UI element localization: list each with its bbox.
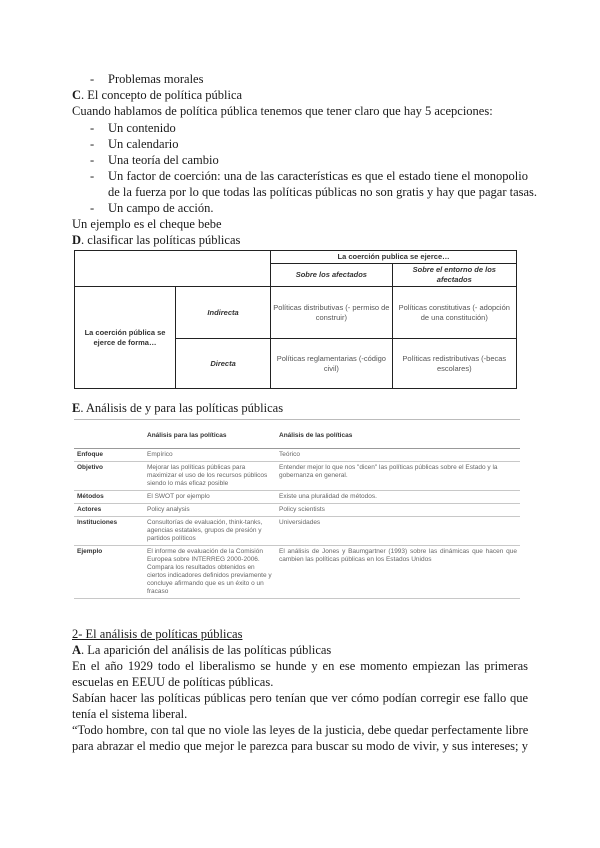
column-header: Análisis para las políticas xyxy=(147,432,227,439)
table-cell: Políticas redistributivas (-becas escolares) xyxy=(392,339,516,389)
table-cell: Políticas constitutivas (- adopción de una constitución) xyxy=(392,287,516,339)
table-row xyxy=(74,546,520,599)
column-header: Análisis de las políticas xyxy=(279,432,353,439)
paragraph-line: Sabían hacer las políticas públicas pero tenían que ver cómo podían corregir ese fallo que xyxy=(72,691,528,705)
list-item-continuation: de la fuerza por lo que todas las políticas públicas no son gratis y hay que pagar tasas. xyxy=(108,185,538,199)
row-group-label: La coerción pública se ejerce de forma… xyxy=(75,287,176,389)
table-cell: Consultorías de evaluación, think-tanks, agencias estatales, grupos de presión y partidos políticos xyxy=(144,517,276,546)
table-cell: Teórico xyxy=(276,449,520,462)
list-item: Un campo de acción. xyxy=(108,201,214,215)
analysis-table xyxy=(74,426,520,599)
paragraph-line: tenía el sistema liberal. xyxy=(72,707,188,721)
section-title: . El concepto de política pública xyxy=(81,88,243,102)
bullet-dash: - xyxy=(90,169,95,183)
table-cell: Policy analysis xyxy=(144,504,276,517)
section-c-heading xyxy=(72,87,242,103)
section-letter: E xyxy=(72,401,81,415)
bullet-dash: - xyxy=(90,121,95,135)
bullet-dash: - xyxy=(90,137,95,151)
table-row xyxy=(74,491,520,504)
table-cell: Policy scientists xyxy=(276,504,520,517)
paragraph-line: En el año 1929 todo el liberalismo se hunde y en ese momento empiezan las primeras xyxy=(72,659,528,673)
list-item: Problemas morales xyxy=(108,72,204,86)
section-title: . clasificar las políticas públicas xyxy=(81,233,241,247)
section-e-heading xyxy=(72,400,283,416)
table-row xyxy=(74,462,520,491)
row-label: Ejemplo xyxy=(74,546,144,599)
section-title: . Análisis de y para las políticas públicas xyxy=(80,401,284,415)
row-label: Instituciones xyxy=(74,517,144,546)
table-row xyxy=(74,504,520,517)
table-cell: Políticas reglamentarias (-código civil) xyxy=(271,339,392,389)
table-cell: Empírico xyxy=(144,449,276,462)
table-row xyxy=(74,517,520,546)
row-label: Objetivo xyxy=(74,462,144,491)
paragraph: Un ejemplo es el cheque bebe xyxy=(72,217,222,231)
row-label: Enfoque xyxy=(74,449,144,462)
table-cell: Entender mejor lo que nos "dicen" las políticas públicas sobre el Estado y la gobernanza en general. xyxy=(276,462,520,491)
table-empty-corner xyxy=(74,426,144,449)
section-letter: C xyxy=(72,88,82,102)
table-top-rule xyxy=(74,419,520,420)
table-cell: El SWOT por ejemplo xyxy=(144,491,276,504)
list-item: Un factor de coerción: una de las características es que el estado tiene el monopolio xyxy=(108,169,528,183)
section-d-heading xyxy=(72,232,240,248)
list-item: Una teoría del cambio xyxy=(108,153,219,167)
table-cell: Universidades xyxy=(276,517,520,546)
paragraph-line: escuelas en EEUU de políticas públicas. xyxy=(72,675,274,689)
row-label: Actores xyxy=(74,504,144,517)
table-cell: Mejorar las políticas públicas para maximizar el uso de los recursos públicos siendo lo más eficaz posible xyxy=(144,462,276,491)
bullet-dash: - xyxy=(90,201,95,215)
paragraph-line: para abrazar el medio que mejor le parezca para buscar su modo de vivir, y sus intereses; y xyxy=(72,739,528,753)
table-row xyxy=(74,449,520,462)
table-empty-corner xyxy=(75,251,271,287)
section-2-heading: 2- El análisis de políticas públicas xyxy=(72,627,243,641)
row-label: Métodos xyxy=(74,491,144,504)
section-letter: A xyxy=(72,643,82,657)
paragraph: Cuando hablamos de política pública tenemos que tener claro que hay 5 acepciones: xyxy=(72,104,493,118)
section-title: . La aparición del análisis de las políticas públicas xyxy=(81,643,332,657)
bullet-dash: - xyxy=(90,153,95,167)
table-cell: El informe de evaluación de la Comisión Europea sobre INTERREG 2000-2006. Compara los resultados obtenidos en ciertos indicadores definidos previamente y concluye afirmando que es un éxito o un fracaso xyxy=(144,546,276,599)
list-item: Un contenido xyxy=(108,121,176,135)
section-a-heading xyxy=(72,642,331,658)
coercion-table xyxy=(74,250,517,389)
list-item: Un calendario xyxy=(108,137,179,151)
bullet-dash: - xyxy=(90,72,95,86)
column-header: Sobre los afectados xyxy=(271,264,392,287)
table-cell: Políticas distributivas (- permiso de construir) xyxy=(271,287,392,339)
section-letter: D xyxy=(72,233,82,247)
table-header: La coerción publica se ejerce… xyxy=(271,251,517,264)
row-label: Directa xyxy=(175,339,270,389)
paragraph-line: “Todo hombre, con tal que no viole las leyes de la justicia, debe quedar perfectamente libre xyxy=(72,723,529,737)
table-cell: Existe una pluralidad de métodos. xyxy=(276,491,520,504)
row-label: Indirecta xyxy=(175,287,270,339)
column-header: Sobre el entorno de los afectados xyxy=(392,264,516,287)
table-cell: El análisis de Jones y Baumgartner (1993) sobre las dinámicas que hacen que cambien las políticas públicas en los Estados Unidos xyxy=(276,546,520,599)
